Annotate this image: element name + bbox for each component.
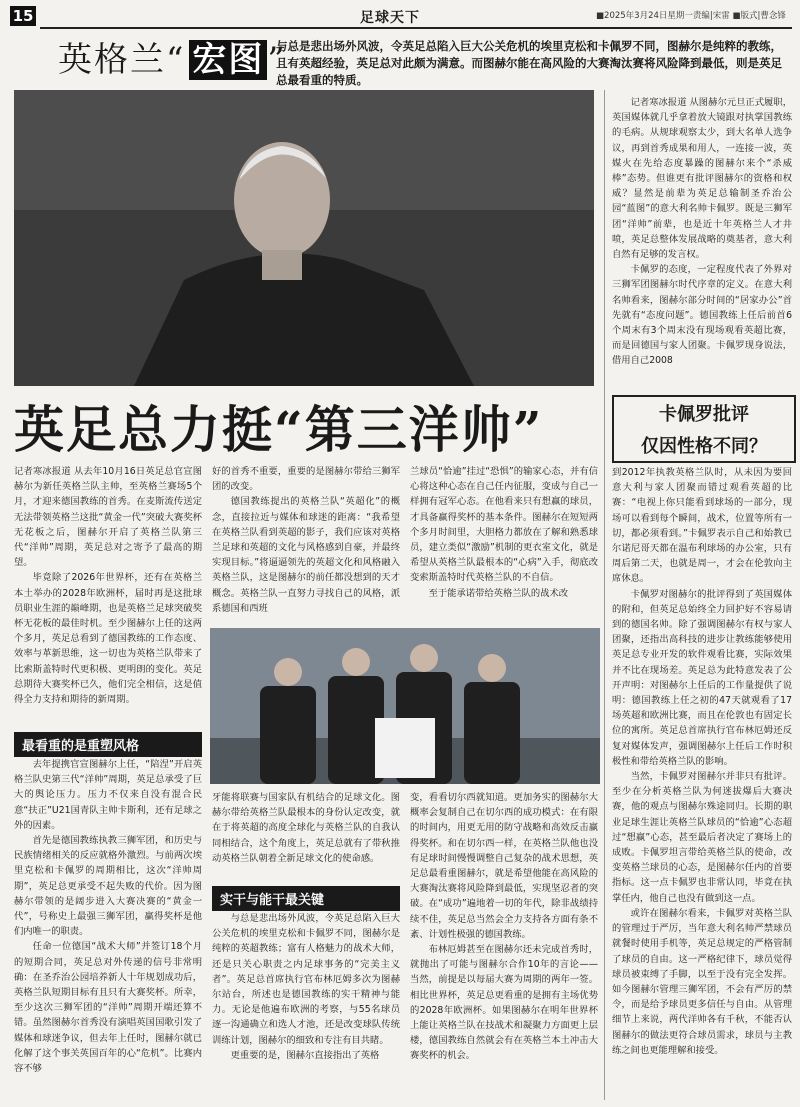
- headline: 英足总力挺“第三洋帅”: [14, 400, 544, 459]
- paragraph: 好的首秀不重要，重要的是图赫尔带给三狮军团的改变。: [212, 466, 400, 493]
- header-rule: [40, 27, 792, 29]
- article-column-1: [14, 464, 202, 727]
- paragraph: 牙能将联赛与国家队有机结合的足球文化。图赫尔带给英格兰队最根本的身份认定改变，就在于将英超的高度全球化与英格兰队的自我认同相结合，这个角度上，英足总就有了带秋推动英格兰队朝着全新足球文化的使命感。: [212, 792, 400, 864]
- subhead-execution: 实干与能干最关键: [212, 886, 400, 911]
- paragraph: 当然，卡佩罗对图赫尔并非只有批评。至少在分析英格兰队为何迷拔爆后大赛决赛，他的观点与图赫尔殊途同归。长期的职业足球生涯让英格兰队球员的“恰逾”心态超过“想赢”心态，甚至最后者决定了赛场上的成败。卡佩罗坦言带给英格兰队的使命，改变英格兰球员的心态，是图赫尔任内的首要指标。这一点卡佩罗也非常认同，毕竟在执掌任内，他自己也没有做到这一点。: [612, 771, 792, 904]
- page-header: [0, 0, 800, 30]
- sidebar-headline-line2: 仅因性格不同？: [641, 436, 767, 457]
- paragraph: 毕竟除了2026年世界杯，还有在英格兰本土举办的2028年欧洲杯，届时再是这批球员职业生涯的巅峰期，也是英格兰足球突破奖杯无花板的最佳时机。至少图赫尔上任的这两个多月，英足总看到了德国教练的工作态度、效率与革新思维，这一切也为英格兰队带来了比索斯盖特时代更积极、更明朗的变化。英足总期待大赛奖杯已久，他们完全相信，这是值得全力支持和期待的新周期。: [14, 572, 202, 706]
- paragraph: 布林厄姆甚至在图赫尔还未完成首秀时，就抛出了可能与图赫尔合作10年的言论——当然，前提是以每届大赛为周期的两年一签。相比世界杯，英足总更看重的是拥有主场优势的2028年欧洲杯。如果图赫尔在明年世界杯上能让英格兰队在技战术和凝聚力方面更上层楼，德国教练自然就会有在英格兰本土冲击大赛奖杯的机会。: [410, 944, 598, 1062]
- paragraph: 卡佩罗的态度，一定程度代表了外界对三狮军团图赫尔时代序章的定义。在意大利名帅看来，图赫尔部分时间的“居家办公”首先就有“态度问题”。德国教练上任后前首6个周末有3个周末没有现场观看英超比赛，而是回德国与家人团聚。卡佩罗现身说法，借用自己2008: [612, 264, 792, 367]
- paragraph: 记者寒冰报道 从图赫尔元旦正式履职，英国媒体就几乎拿着放大镜跟对执掌国教练的毛病。从规球观察太少，到大名单人选争议，再到首秀成果和用人，一连接一波，英媒火在先给态度暴躁的图赫尔来个“杀威棒”态势。但谁更有批评图赫尔的资格和权威？显然是前辈为英足总输制圣乔治公园“蓝图”的意大利名帅卡佩罗。既是三狮军团“洋帅”前辈，也是近十年英格兰人才井喷，英足总整体发展战略的奠基者，意大利自然有足够的发言权。: [612, 97, 792, 261]
- press-photo: [210, 628, 600, 784]
- paragraph: 或许在图赫尔看来，卡佩罗对英格兰队的管理过于严厉，当年意大利名帅严禁球员就餐时使用手机等，英足总规定的严格管制了球员的自由。这一严格纪律下，球员觉得球员被束缚了手脚，以至于没有完全发挥。如今图赫尔管理三狮军团，不会有严厉的禁令，而是给予球员更多信任与自由。从管理细节上来说，两代洋帅各有千秋，不能否认图赫尔的做法更符合球员需求，球员与主教练之间也更能理解和接受。: [612, 907, 792, 1056]
- kicker-highlight: 宏图: [189, 40, 267, 80]
- sidebar-headline-box: [612, 395, 796, 463]
- paragraph: 与总是悲出场外风波，令英足总陷入巨大公关危机的埃里克松和卡佩罗不同，图赫尔是纯粹的英超教练；富有人格魅力的战术大师，还是只关心职责之内足球事务的“完美主义者”。英足总首席执行官布林厄姆多次为图赫尔站台，所述也是德国教练的实干精神与能力。无论是他遍布欧洲的考察，与55名球员逐一沟通确立和选人才池，还是改变球队传统训练计划，图赫尔的细致和专注有目共睹。: [212, 913, 400, 1046]
- article-column-3b: [410, 790, 598, 1102]
- paragraph: 兰球员“恰逾”挂过“恐惧”的输家心态，并有信心将这种心态在自己任内征服，变成与自己一样拥有冠军心态。在他看来只有想赢的球员，才具备赢得奖杯的基本条件。图赫尔在短短两个多月时间里，大胆格力都放在了解和熟悉球员，建立类似“激励”机制的更衣室文化，就是希望从英格兰队最根本的“心病”入手，彻底改变索斯盖特时代英格兰队的不自信。: [410, 466, 598, 584]
- paragraph: 更重要的是，图赫尔直接指出了英格: [230, 1049, 380, 1061]
- sidebar-column-top: [612, 95, 792, 389]
- main-photo: [14, 90, 594, 386]
- section-title: 足球天下: [360, 10, 420, 26]
- paragraph: 记者寒冰报道 从去年10月16日英足总官宣图赫尔为新任英格兰队主帅，至英格兰赛场5个月，才迎来德国教练的首秀。在麦斯流传送定无法带领英格兰这批“黄金一代”突破大赛奖杯无花板之后，图赫尔开启了英格兰队第三代“洋帅”周期，英足总对之寄予了最高的期望。: [14, 466, 202, 569]
- sidebar-headline-line1: 卡佩罗批评: [659, 404, 749, 425]
- paragraph: 去年提携官宣图赫尔上任，“陪涅”开启英格兰队史第三代“洋帅”周期，英足总承受了巨大的舆论压力。压力不仅来自没有混合民意“扶正”U21国青队主帅卡斯利，还有足球之外的因素。: [14, 759, 202, 831]
- deck-summary: 与总是悲出场外风波，令英足总陷入巨大公关危机的埃里克松和卡佩罗不同，图赫尔是纯粹的教练，且有英超经验，英足总对此颇为满意。而图赫尔能在高风险的大赛淘汰赛将风险降到最低，则是英足总最看重的特质。: [276, 39, 782, 87]
- kicker: 英格兰“ 宏图”: [58, 40, 287, 80]
- article-column-3: [410, 464, 598, 624]
- subhead-style: 最看重的是重塑风格: [14, 732, 202, 757]
- article-column-2b: [212, 790, 400, 890]
- paragraph: 变，看看切尔西就知道。更加务实的图赫尔大概率会复制自己在切尔西的成功模式：在有限的时间内，用更无用的防守战略和高效反击赢得奖杯。和在切尔西一样，在英格兰队他也没有足球时间慢慢调整自己复杂的战术思想，英足总最看重图赫尔，就是希望他能在高风险的大赛淘汰赛将风险降到最低，实现坚忍者的突破。在“成功”遍地着一切的年代，除非战绩持续不佳，英足总当然会全力支持各方面有条不紊、计划性极强的德国教练。: [410, 792, 598, 940]
- kicker-prefix: 英格兰: [58, 40, 166, 80]
- paragraph: 到2012年执教英格兰队时，从未因为要回意大利与家人团聚而错过观看英超的比赛：“电视上你只能看到球场的一部分，现场可以看到每个瞬间，战术，位置等所有一切，都必须看到。”卡佩罗表示自己和始教已尔诺尼哥天都在温布利球场的办公室，只有周后第二天，也就是周一，才会在伦敦向主席休息。: [612, 467, 792, 585]
- paragraph: 首先是德国教练执教三狮军团，和历史与民族情绪相关的反应就格外激烈。与前两次埃里克松和卡佩罗的周期相比，这次“洋帅周期”，英足总更承受不起失败的代价。因为图赫尔带领的是阔步进入大赛决赛的“黄金一代”，号称史上最强三狮军团，赢得奖杯是他们内唯一的职责。: [14, 835, 202, 938]
- dateline: ■2025年3月24日星期一责编|宋雷 ■版式|曹念锋: [596, 11, 786, 21]
- paragraph: 任命一位德国“战术大师”并签订18个月的短期合同，英足总对外传递的信号非常明确：在圣乔治公园培养新人十年规划成功后，英格兰队短期目标有且只有大赛奖杯。所幸，至少这次三狮军团的“洋帅”周期开端还算不错。虽然图赫尔首秀没有演唱英国国歌引发了媒体和球迷争议，但去年上任时，图赫尔就已化解了这个事关英国百年的心“危机”。比赛内容不够: [14, 941, 202, 1075]
- sidebar-column-bottom: [612, 465, 792, 1102]
- page-number: 15: [10, 6, 36, 26]
- article-column-2c: [212, 911, 400, 1102]
- column-divider: [604, 90, 605, 1100]
- article-column-2: [212, 464, 400, 624]
- paragraph: 至于能承诺带给英格兰队的战术改: [428, 587, 569, 599]
- paragraph: 德国教练提出的英格兰队“英超化”的概念，直接拉近与媒体和球迷的距离：“我希望在英格兰队看到英超的影子，我们应该对英格兰足球和英超的文化与风格感到自豪，并最终实现目标。”将逼逼领先的英超文化和风格融入英格兰队，这是图赫尔的前任都没想到的天才概念。英格兰队一直努力寻找自己的风格，派系德国和西班: [212, 496, 400, 614]
- paragraph: 卡佩罗对图赫尔的批评得到了英国媒体的附和，但英足总始终全力回护好不容易请到的德国名帅。除了强调图赫尔有权与家人团聚，还指出高科技的进步让教练能够使用英足总专业开发的软件观看比赛，实际效果并不比在现场差。英足总为此特意发表了公开声明：对图赫尔上任后的工作量提供了说明：德国教练上任之初的47天就观看了17场英超和欧洲比赛，而且在伦敦也有固定长位的寓所。英足总首席执行官布林厄姆还反复对媒体发声，强调图赫尔上任后工作时积极性和带给英格兰队的影响。: [612, 588, 792, 767]
- article-column-1b: [14, 757, 202, 1102]
